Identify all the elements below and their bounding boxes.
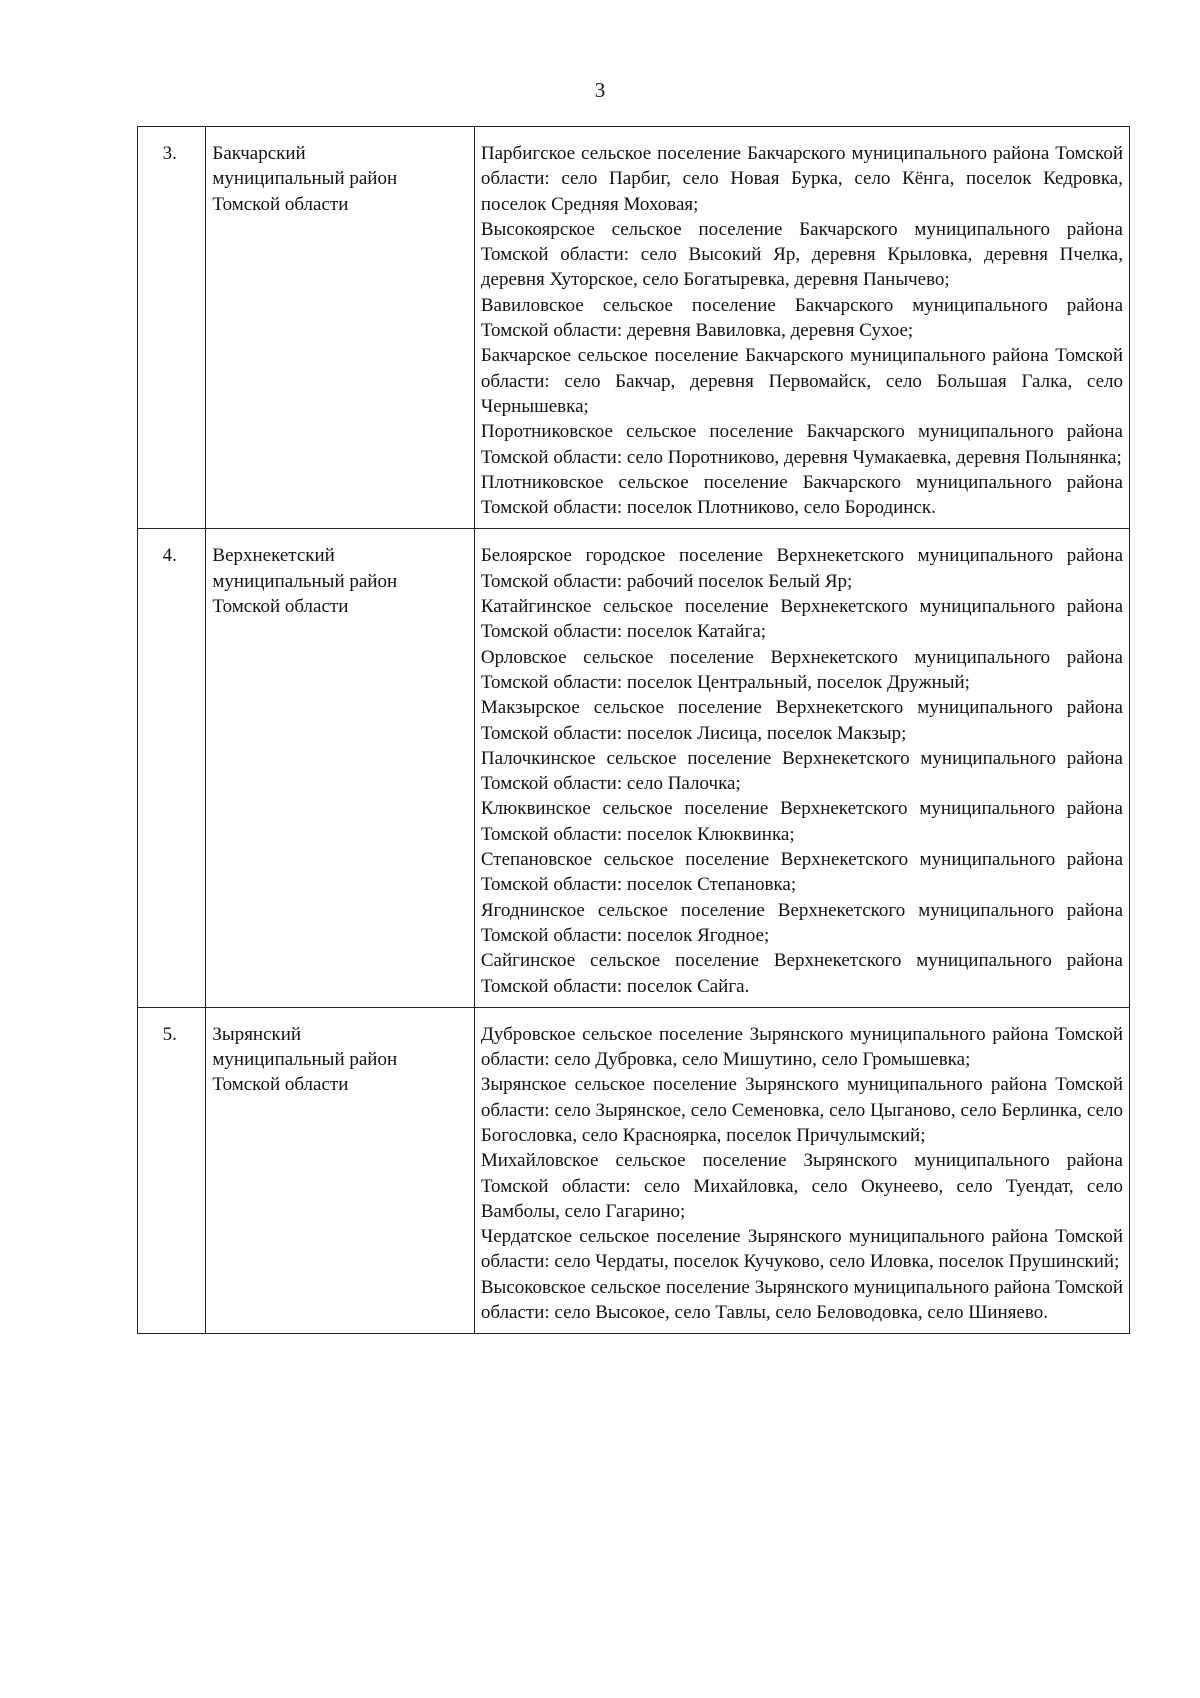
district-line: Томской области xyxy=(212,1074,349,1096)
settlement-entry: Степановское сельское поселение Верхнекетского муниципального района Томской области: поселок Степановка; xyxy=(480,849,1123,896)
district-name xyxy=(206,127,474,529)
settlement-entry: Парбигское сельское поселение Бакчарского муниципального района Томской области: село Парбиг, село Новая Бурка, село Кёнга, поселок Кедровка, поселок Средняя Моховая; xyxy=(480,143,1123,215)
settlement-entry: Зырянское сельское поселение Зырянского муниципального района Томской области: село Зырянское, село Семеновка, село Цыганово, село Берлинка, село Богословка, село Красноярка, поселок Причулымский; xyxy=(480,1074,1123,1146)
district-line: Томской области xyxy=(212,193,349,215)
district-line: Бакчарский xyxy=(212,143,306,164)
district-name xyxy=(206,1007,474,1334)
district-line: Верхнекетский xyxy=(212,545,335,567)
settlement-entry: Поротниковское сельское поселение Бакчарского муниципального района Томской области: село Поротниково, деревня Чумакаевка, деревня Полынянка; xyxy=(480,421,1123,468)
settlement-entry: Дубровское сельское поселение Зырянского муниципального района Томской области: село Дубровка, село Мишутино, село Громышевка; xyxy=(480,1023,1123,1071)
settlement-entry: Михайловское сельское поселение Зырянского муниципального района Томской области: село Михайловка, село Окунеево, село Туендат, село Вамболы, село Гагарино; xyxy=(480,1150,1123,1222)
district-line: муниципальный район xyxy=(212,570,398,592)
settlement-entry: Орловское сельское поселение Верхнекетского муниципального района Томской области: поселок Центральный, поселок Дружный; xyxy=(480,646,1123,693)
settlement-entry: Клюквинское сельское поселение Верхнекетского муниципального района Томской области: поселок Клюквинка; xyxy=(480,798,1123,845)
district-line: Томской области xyxy=(212,596,349,618)
settlement-entry: Чердатское сельское поселение Зырянского муниципального района Томской области: село Чердаты, поселок Кучуково, село Иловка, поселок Прушинский; xyxy=(480,1226,1123,1273)
settlement-entry: Палочкинское сельское поселение Верхнекетского муниципального района Томской области: село Палочка; xyxy=(480,747,1123,795)
settlement-entry: Белоярское городское поселение Верхнекетского муниципального района Томской области: рабочий поселок Белый Яр; xyxy=(480,545,1123,592)
settlement-entry: Бакчарское сельское поселение Бакчарского муниципального района Томской области: село Бакчар, деревня Первомайск, село Большая Галка, село Чернышевка; xyxy=(480,345,1123,417)
settlements-table xyxy=(137,126,1130,1334)
district-line: муниципальный район xyxy=(212,168,398,190)
district-line: Зырянский xyxy=(212,1023,302,1045)
row-number: 3. xyxy=(138,127,206,529)
settlements-list xyxy=(474,529,1129,1007)
settlement-entry: Плотниковское сельское поселение Бакчарского муниципального района Томской области: поселок Плотниково, село Бородинск. xyxy=(480,471,1123,519)
settlements-list xyxy=(474,1007,1129,1334)
table-row xyxy=(138,529,1130,1007)
settlements-list xyxy=(474,127,1129,529)
district-line: муниципальный район xyxy=(212,1049,398,1071)
settlement-entry: Ягоднинское сельское поселение Верхнекетского муниципального района Томской области: поселок Ягодное; xyxy=(480,899,1123,946)
page-number: 3 xyxy=(594,78,606,102)
row-number: 5. xyxy=(138,1007,206,1334)
settlement-entry: Катайгинское сельское поселение Верхнекетского муниципального района Томской области: поселок Катайга; xyxy=(480,596,1123,643)
settlement-entry: Вавиловское сельское поселение Бакчарского муниципального района Томской области: деревня Вавиловка, деревня Сухое; xyxy=(480,294,1123,342)
row-number: 4. xyxy=(138,529,206,1007)
settlement-entry: Высокоярское сельское поселение Бакчарского муниципального района Томской области: село Высокий Яр, деревня Крыловка, деревня Пчелка, деревня Хуторское, село Богатыревка, деревня Панычево; xyxy=(480,218,1123,291)
settlement-entry: Макзырское сельское поселение Верхнекетского муниципального района Томской области: поселок Лисица, поселок Макзыр; xyxy=(480,697,1123,744)
table-row xyxy=(138,1007,1130,1334)
settlement-entry: Сайгинское сельское поселение Верхнекетского муниципального района Томской области: поселок Сайга. xyxy=(480,950,1123,997)
district-name xyxy=(206,529,474,1007)
table-row xyxy=(138,127,1130,529)
settlement-entry: Высоковское сельское поселение Зырянского муниципального района Томской области: село Высокое, село Тавлы, село Беловодовка, село Шиняево. xyxy=(480,1276,1123,1324)
